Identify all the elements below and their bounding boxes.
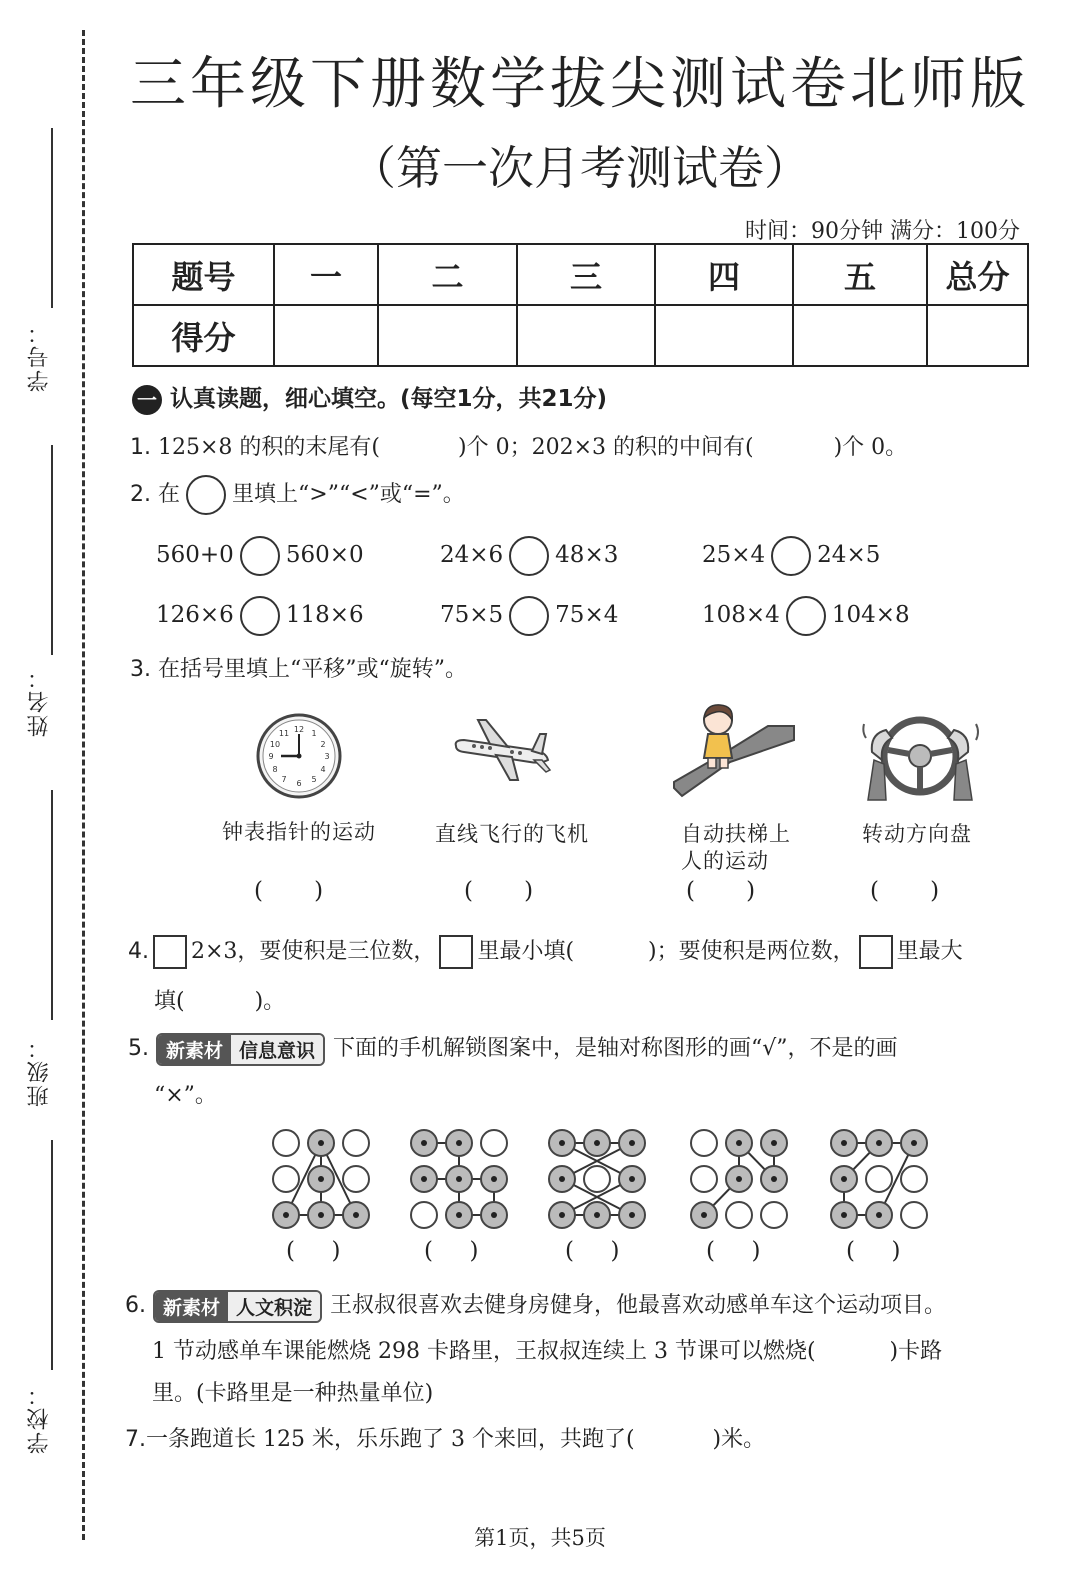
question-6-cont [152,1334,942,1365]
answer-paren[interactable]: ( ) [424,1238,479,1264]
comparison-item [156,596,364,636]
comparison-right: 24×5 [817,542,881,568]
q4-text-d: 里最大 [896,939,963,964]
comparison-circle-example [186,475,226,515]
xingming-label: 姓名： [27,665,52,737]
unlock-pattern-4 [688,1128,790,1230]
question-3 [130,652,467,683]
clock-numeral: 4 [320,765,326,774]
time-info: 时间：90分钟 满分：100分 [745,219,1020,244]
score-header-cell: 总分 [927,244,1028,305]
q7-text-a: 一条跑道长 125 米，乐乐跑了 3 个来回，共跑了( [146,1427,635,1452]
score-header-cell: 四 [655,244,793,305]
q2-text-a: 在 [158,482,181,507]
clock-numeral: 9 [268,752,274,761]
comparison-circle[interactable] [509,536,549,576]
comparison-item [702,536,880,576]
comparison-item [440,536,618,576]
answer-paren[interactable]: ( ) [870,878,940,904]
clock-numeral: 11 [278,729,290,738]
q1-text-a: 125×8 的积的末尾有( [158,435,380,460]
score-table-header-row [133,244,1028,305]
material-tag [153,1290,322,1323]
comparison-left: 75×5 [440,602,504,628]
clock-numeral: 7 [281,775,287,784]
score-header-cell: 一 [274,244,378,305]
question-number: 4. [128,939,149,964]
q1-text-b: )个 0；202×3 的积的中间有( [458,435,754,460]
comparison-left: 108×4 [702,602,780,628]
q3-text: 在括号里填上“平移”或“旋转”。 [158,657,467,682]
q6-text-c: )卡路 [889,1339,943,1364]
clock-numeral: 8 [272,765,278,774]
clock-numeral: 2 [320,740,326,749]
question-4 [128,934,963,969]
q2-text-b: 里填上“>”“<”或“=”。 [232,482,465,507]
score-input-cell[interactable] [378,305,517,366]
question-number: 3. [130,657,151,682]
comparison-circle[interactable] [509,596,549,636]
digit-box-ref [439,935,473,969]
comparison-left: 560+0 [156,542,234,568]
answer-paren[interactable]: ( ) [706,1238,761,1264]
answer-paren[interactable]: ( ) [254,878,324,904]
q1-text-c: )个 0。 [833,435,908,460]
comparison-left: 25×4 [702,542,766,568]
q7-text-b: )米。 [712,1427,766,1452]
clock-icon [255,712,343,800]
q6-text-b: 1 节动感单车课能燃烧 298 卡路里，王叔叔连续上 3 节课可以燃烧( [152,1339,816,1364]
clock-numeral: 5 [311,775,317,784]
q3-caption: 钟表指针的运动 [222,820,376,844]
question-number: 2. [130,482,151,507]
comparison-circle[interactable] [786,596,826,636]
q3-caption: 人的运动 [681,849,769,873]
q4-text-a: 2×3，要使积是三位数， [191,939,436,964]
score-header-cell: 三 [517,244,655,305]
comparison-item [440,596,618,636]
score-input-cell[interactable] [274,305,378,366]
digit-box-ref [859,935,893,969]
comparison-right: 118×6 [285,602,364,628]
q4-text-e: 填( [154,989,185,1014]
clock-numeral: 3 [324,752,330,761]
answer-paren[interactable]: ( ) [686,878,756,904]
question-6-cont2 [152,1376,433,1407]
comparison-circle[interactable] [771,536,811,576]
unlock-pattern-5 [828,1128,930,1230]
banji-label: 班级： [27,1035,52,1107]
banji-line [51,790,53,1020]
answer-paren[interactable]: ( ) [464,878,534,904]
score-header-cell: 五 [793,244,927,305]
score-table-score-row [133,305,1028,366]
score-input-cell[interactable] [517,305,655,366]
score-header-cell: 题号 [133,244,274,305]
xuexiao-line [51,1140,53,1370]
question-number: 7. [125,1427,146,1452]
q4-text-c: )；要使积是两位数， [648,939,855,964]
clock-numeral: 10 [269,740,281,749]
q5-text-a: 下面的手机解锁图案中，是轴对称图形的画“√”，不是的画 [333,1036,898,1061]
question-number: 6. [125,1293,146,1318]
q6-text-d: 里。(卡路里是一种热量单位) [152,1381,434,1406]
xingming-line [51,445,53,655]
question-5-cont [154,1078,217,1109]
question-7 [125,1422,765,1453]
section-number-badge: 一 [132,385,162,415]
score-input-cell[interactable] [793,305,927,366]
q4-text-b: 里最小填( [477,939,575,964]
question-2 [130,475,465,515]
section-heading-text: 认真读题，细心填空。(每空1分，共21分) [170,386,608,412]
xuehao-label: 学号： [27,320,52,392]
unlock-pattern-2 [408,1128,510,1230]
question-number: 1. [130,435,151,460]
material-tag [156,1033,325,1066]
q4-text-f: )。 [254,989,286,1014]
comparison-circle[interactable] [240,596,280,636]
q3-caption: 转动方向盘 [862,822,972,846]
comparison-left: 126×6 [156,602,234,628]
comparison-item [156,536,364,576]
score-row-label: 得分 [133,305,274,366]
tag-info-awareness: 信息意识 [231,1035,323,1064]
digit-box[interactable] [153,935,187,969]
score-header-cell: 二 [378,244,517,305]
page-footer: 第1页，共5页 [474,1526,606,1550]
score-input-cell[interactable] [655,305,793,366]
clock-numeral: 1 [311,729,317,738]
comparison-right: 75×4 [555,602,619,628]
clock-numeral: 12 [293,725,305,734]
comparison-right: 560×0 [285,542,364,568]
q3-caption: 自动扶梯上 [681,822,791,846]
xuexiao-label: 学校： [27,1382,52,1454]
answer-paren[interactable]: ( ) [565,1238,620,1264]
question-5 [128,1031,898,1066]
score-input-cell[interactable] [927,305,1028,366]
page-title: 三年级下册数学拔尖测试卷北师版 [130,52,1030,117]
section-heading [132,380,607,415]
question-number: 5. [128,1036,149,1061]
tag-new-material: 新素材 [158,1035,231,1064]
answer-paren[interactable]: ( ) [846,1238,901,1264]
question-1 [130,430,907,461]
tag-new-material: 新素材 [155,1292,228,1321]
comparison-circle[interactable] [240,536,280,576]
unlock-pattern-1 [270,1128,372,1230]
question-4-cont [154,984,285,1015]
steering-wheel-icon [862,712,982,802]
q5-text-b: “×”。 [154,1083,217,1108]
comparison-left: 24×6 [440,542,504,568]
unlock-pattern-3 [546,1128,648,1230]
comparison-right: 48×3 [555,542,619,568]
question-6 [125,1288,946,1323]
tag-humanities: 人文积淀 [228,1292,320,1321]
clock-numeral: 6 [296,779,302,788]
answer-paren[interactable]: ( ) [286,1238,341,1264]
page-subtitle: （第一次月考测试卷） [350,141,810,195]
binding-dashed-line [82,30,85,1540]
airplane-icon [450,716,554,786]
score-table [132,243,1029,367]
comparison-item [702,596,910,636]
escalator-person-icon [668,702,798,800]
q3-caption: 直线飞行的飞机 [435,822,589,846]
comparison-right: 104×8 [831,602,910,628]
q6-text-a: 王叔叔很喜欢去健身房健身，他最喜欢动感单车这个运动项目。 [330,1293,947,1318]
